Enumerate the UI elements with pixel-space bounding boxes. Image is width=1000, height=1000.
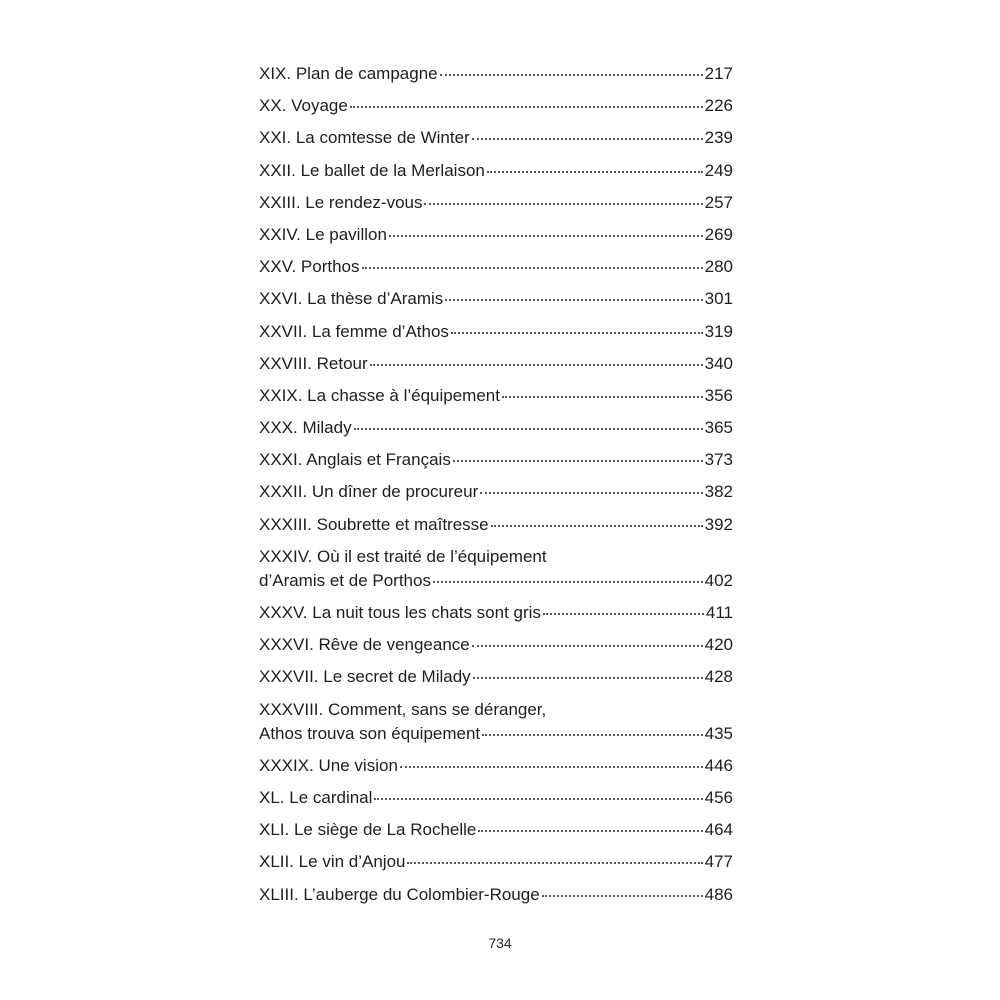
toc-entry	[259, 547, 733, 591]
toc-entry-title: XXXVIII. Comment, sans se déranger,	[259, 699, 547, 719]
toc-entry	[259, 515, 733, 535]
dot-leader	[472, 645, 703, 647]
toc-entry-page-number: 226	[704, 96, 733, 116]
dot-leader	[370, 364, 703, 366]
toc-entry-page-number: 280	[704, 257, 733, 277]
dot-leader	[389, 235, 703, 237]
toc-entry-title: XXIII. Le rendez-vous	[259, 192, 423, 212]
toc-entry	[259, 635, 733, 655]
toc-entry-title: XXXIII. Soubrette et maîtresse	[259, 514, 489, 534]
toc-entry-title: XXVIII. Retour	[259, 353, 368, 373]
toc-entry-row	[259, 756, 733, 776]
toc-entry-page-number: 365	[704, 418, 733, 438]
dot-leader	[451, 332, 703, 334]
toc-entry-row	[259, 128, 733, 148]
toc-entry-title: XXXI. Anglais et Français	[259, 450, 451, 470]
toc-entry	[259, 225, 733, 245]
toc-entry-page-number: 411	[705, 603, 733, 622]
dot-leader	[478, 830, 702, 832]
toc-entry-title: XXXIV. Où il est traité de l’équipement	[259, 546, 547, 566]
toc-entry-page-number: 257	[704, 192, 733, 212]
toc-entry	[259, 700, 733, 744]
dot-leader	[350, 106, 703, 108]
toc-entry-page-number: 239	[704, 128, 733, 148]
dot-leader	[407, 862, 702, 864]
dot-leader	[473, 677, 703, 679]
toc-entry-page-number: 373	[704, 450, 733, 470]
toc-entry-row	[259, 64, 733, 84]
toc-entry-title: XXIX. La chasse à l’équipement	[259, 385, 500, 405]
toc-entry	[259, 193, 733, 213]
dot-leader	[433, 581, 703, 583]
toc-entry-title: XXII. Le ballet de la Merlaison	[259, 160, 485, 180]
toc-entry-title: XXVI. La thèse d’Aramis	[259, 289, 444, 309]
toc-entry-title-continued: Athos trouva son équipement	[259, 723, 481, 743]
toc-entry-row	[259, 96, 733, 116]
dot-leader	[424, 203, 702, 205]
toc-entry-row	[259, 193, 733, 213]
toc-entry-title: XXXVII. Le secret de Milady	[259, 667, 471, 687]
toc-entry-row	[259, 257, 733, 277]
toc-entry-row	[259, 322, 733, 342]
dot-leader	[487, 171, 703, 173]
toc-entry-page-number: 269	[704, 224, 733, 244]
toc-entry	[259, 756, 733, 776]
toc-entry	[259, 788, 733, 808]
dot-leader	[543, 613, 704, 615]
table-of-contents	[259, 64, 733, 917]
toc-entry-title: XX. Voyage	[259, 96, 348, 116]
dot-leader	[374, 798, 702, 800]
toc-entry	[259, 64, 733, 84]
dot-leader	[440, 74, 703, 76]
toc-entry-title-continued: d’Aramis et de Porthos	[259, 570, 431, 590]
dot-leader	[445, 299, 702, 301]
toc-entry-page-number: 446	[704, 755, 733, 775]
toc-entry-row	[259, 354, 733, 374]
toc-entry-row	[259, 788, 733, 808]
toc-entry	[259, 450, 733, 470]
toc-entry-page-number: 301	[704, 289, 733, 309]
toc-entry-title: XXXVI. Rêve de vengeance	[259, 635, 470, 655]
toc-entry-title: XXVII. La femme d’Athos	[259, 321, 449, 341]
toc-entry-title: XXV. Porthos	[259, 257, 360, 277]
toc-entry	[259, 289, 733, 309]
toc-entry-page-number: 402	[704, 570, 733, 590]
toc-entry-page-number: 477	[704, 852, 733, 872]
toc-entry-row	[259, 635, 733, 655]
dot-leader	[453, 460, 703, 462]
toc-entry-title: XLI. Le siège de La Rochelle	[259, 820, 477, 840]
dot-leader	[542, 895, 703, 897]
toc-entry-row	[259, 724, 733, 744]
toc-entry	[259, 96, 733, 116]
toc-entry	[259, 885, 733, 905]
toc-entry-page-number: 217	[704, 64, 733, 83]
toc-entry	[259, 667, 733, 687]
page-number: 734	[488, 935, 512, 951]
toc-entry-row	[259, 225, 733, 245]
toc-entry	[259, 852, 733, 872]
dot-leader	[472, 138, 703, 140]
toc-entry-title: XLII. Le vin d’Anjou	[259, 852, 406, 872]
toc-entry-row	[259, 289, 733, 309]
dot-leader	[491, 525, 703, 527]
toc-entry	[259, 161, 733, 181]
toc-entry-page-number: 356	[704, 385, 733, 405]
toc-entry-title: XLIII. L’auberge du Colombier-Rouge	[259, 884, 540, 904]
toc-entry-row	[259, 571, 733, 591]
toc-entry-row	[259, 515, 733, 535]
toc-entry-page-number: 319	[704, 321, 733, 341]
toc-entry-row	[259, 852, 733, 872]
toc-entry-title: XXXII. Un dîner de procureur	[259, 482, 479, 502]
toc-entry-page-number: 382	[704, 482, 733, 502]
toc-entry-page-number: 340	[704, 353, 733, 373]
toc-entry-row	[259, 603, 733, 623]
toc-entry	[259, 820, 733, 840]
toc-entry-page-number: 486	[704, 884, 733, 904]
toc-entry-title: XXXIX. Une vision	[259, 755, 398, 775]
dot-leader	[354, 428, 703, 430]
toc-entry-page-number: 456	[704, 787, 733, 807]
toc-entry-page-number: 435	[704, 723, 733, 743]
dot-leader	[362, 267, 703, 269]
toc-entry-row	[259, 820, 733, 840]
toc-entry-page-number: 249	[704, 160, 733, 180]
toc-entry	[259, 257, 733, 277]
toc-entry-row	[259, 418, 733, 438]
toc-entry	[259, 386, 733, 406]
toc-entry-title: XXI. La comtesse de Winter	[259, 128, 470, 148]
toc-entry-page-number: 420	[704, 635, 733, 655]
toc-entry-row	[259, 161, 733, 181]
toc-entry-row	[259, 885, 733, 905]
toc-entry-row	[259, 386, 733, 406]
toc-entry-row	[259, 667, 733, 687]
dot-leader	[482, 734, 702, 736]
toc-entry-title: XXXV. La nuit tous les chats sont gris	[259, 603, 541, 622]
toc-entry-page-number: 464	[704, 820, 733, 840]
toc-entry	[259, 322, 733, 342]
toc-entry-title: XXIV. Le pavillon	[259, 224, 387, 244]
toc-entry-row	[259, 482, 733, 502]
toc-entry-page-number: 428	[704, 667, 733, 687]
toc-entry	[259, 354, 733, 374]
toc-entry-title: XIX. Plan de campagne	[259, 64, 438, 83]
dot-leader	[400, 766, 703, 768]
toc-entry-page-number: 392	[704, 514, 733, 534]
toc-entry	[259, 128, 733, 148]
toc-entry-title: XL. Le cardinal	[259, 787, 373, 807]
toc-entry	[259, 418, 733, 438]
toc-entry	[259, 482, 733, 502]
toc-entry-row	[259, 450, 733, 470]
dot-leader	[480, 492, 702, 494]
toc-entry-title: XXX. Milady	[259, 418, 352, 438]
toc-entry	[259, 603, 733, 623]
dot-leader	[502, 396, 703, 398]
